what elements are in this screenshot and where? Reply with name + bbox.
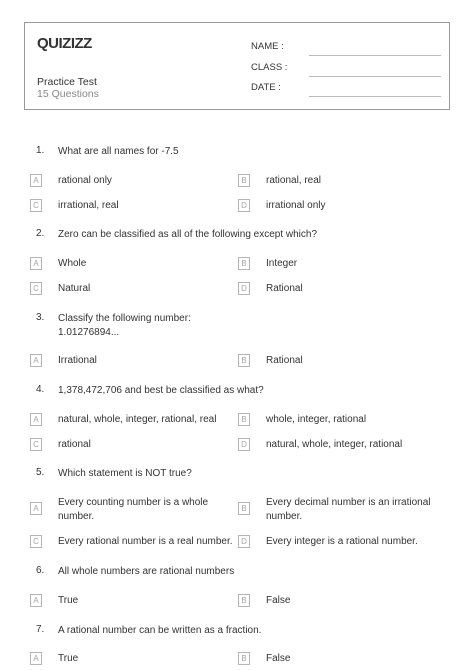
option-letter-box: B: [238, 257, 250, 270]
option-text: Every decimal number is an irrational: [266, 497, 431, 508]
question-number: 2.: [36, 228, 45, 239]
option-letter-box: A: [30, 594, 42, 607]
option-text: False: [266, 595, 291, 606]
question-number: 6.: [36, 565, 45, 576]
option-letter-box: B: [238, 174, 250, 187]
date-field[interactable]: [251, 82, 441, 94]
option-letter-box: B: [238, 594, 250, 607]
option-text: irrational only: [266, 200, 326, 211]
question-text: What are all names for -7.5: [58, 146, 179, 157]
option-text: True: [58, 595, 79, 606]
question-text: A rational number can be written as a fraction.: [58, 625, 262, 636]
option-letter-box: D: [238, 199, 250, 212]
option-letter-box: B: [238, 354, 250, 367]
option-text: Rational: [266, 355, 303, 366]
question-number-value: 1.01276894...: [58, 327, 120, 338]
option-text: Every counting number is a whole: [58, 497, 209, 508]
question-number: 1.: [36, 145, 45, 156]
option-text: Irrational: [58, 355, 97, 366]
option-text: Rational: [266, 283, 303, 294]
option-text: Natural: [58, 283, 91, 294]
option-text: Every rational number is a real number.: [58, 536, 233, 547]
question-text: 1,378,472,706 and best be classified as what?: [58, 385, 264, 396]
option-text: irrational, real: [58, 200, 119, 211]
question-text: Classify the following number:: [58, 313, 191, 324]
option-text: whole, integer, rational: [266, 414, 367, 425]
question-count: 15 Questions: [37, 88, 99, 100]
question-number: 3.: [36, 312, 45, 323]
option-letter-box: D: [238, 282, 250, 295]
option-text-continued: number.: [58, 511, 95, 522]
question-text: All whole numbers are rational numbers: [58, 566, 235, 577]
option-letter-box: B: [238, 413, 250, 426]
option-text: Whole: [58, 258, 87, 269]
option-letter-box: C: [30, 199, 42, 212]
question-number: 7.: [36, 624, 45, 635]
name-label: NAME :: [251, 41, 284, 52]
option-text: rational: [58, 439, 91, 450]
option-letter-box: D: [238, 535, 250, 548]
option-text: natural, whole, integer, rational: [266, 439, 403, 450]
option-text: True: [58, 653, 79, 664]
option-letter-box: A: [30, 174, 42, 187]
option-text: natural, whole, integer, rational, real: [58, 414, 217, 425]
question-text: Which statement is NOT true?: [58, 468, 192, 479]
option-letter-box: C: [30, 282, 42, 295]
option-letter-box: A: [30, 652, 42, 665]
date-label: DATE :: [251, 82, 281, 93]
class-label: CLASS :: [251, 62, 288, 73]
option-letter-box: B: [238, 502, 250, 515]
option-text: rational only: [58, 175, 112, 186]
option-letter-box: D: [238, 438, 250, 451]
option-letter-box: C: [30, 438, 42, 451]
option-letter-box: A: [30, 413, 42, 426]
option-text: rational, real: [266, 175, 322, 186]
option-text: Every integer is a rational number.: [266, 536, 418, 547]
name-field[interactable]: [251, 41, 441, 53]
name-line: [309, 55, 441, 56]
question-number: 4.: [36, 384, 45, 395]
option-text: False: [266, 653, 291, 664]
option-letter-box: A: [30, 257, 42, 270]
option-text-continued: number.: [266, 511, 303, 522]
question-number: 5.: [36, 467, 45, 478]
option-text: Integer: [266, 258, 298, 269]
option-letter-box: B: [238, 652, 250, 665]
date-line: [309, 96, 441, 97]
quizizz-logo: QUIZIZZ: [37, 35, 92, 52]
class-field[interactable]: [251, 62, 441, 74]
class-line: [309, 76, 441, 77]
option-letter-box: C: [30, 535, 42, 548]
test-title: Practice Test: [37, 76, 97, 88]
question-text: Zero can be classified as all of the following except which?: [58, 229, 318, 240]
worksheet-header: [24, 22, 450, 110]
option-letter-box: A: [30, 354, 42, 367]
option-letter-box: A: [30, 502, 42, 515]
